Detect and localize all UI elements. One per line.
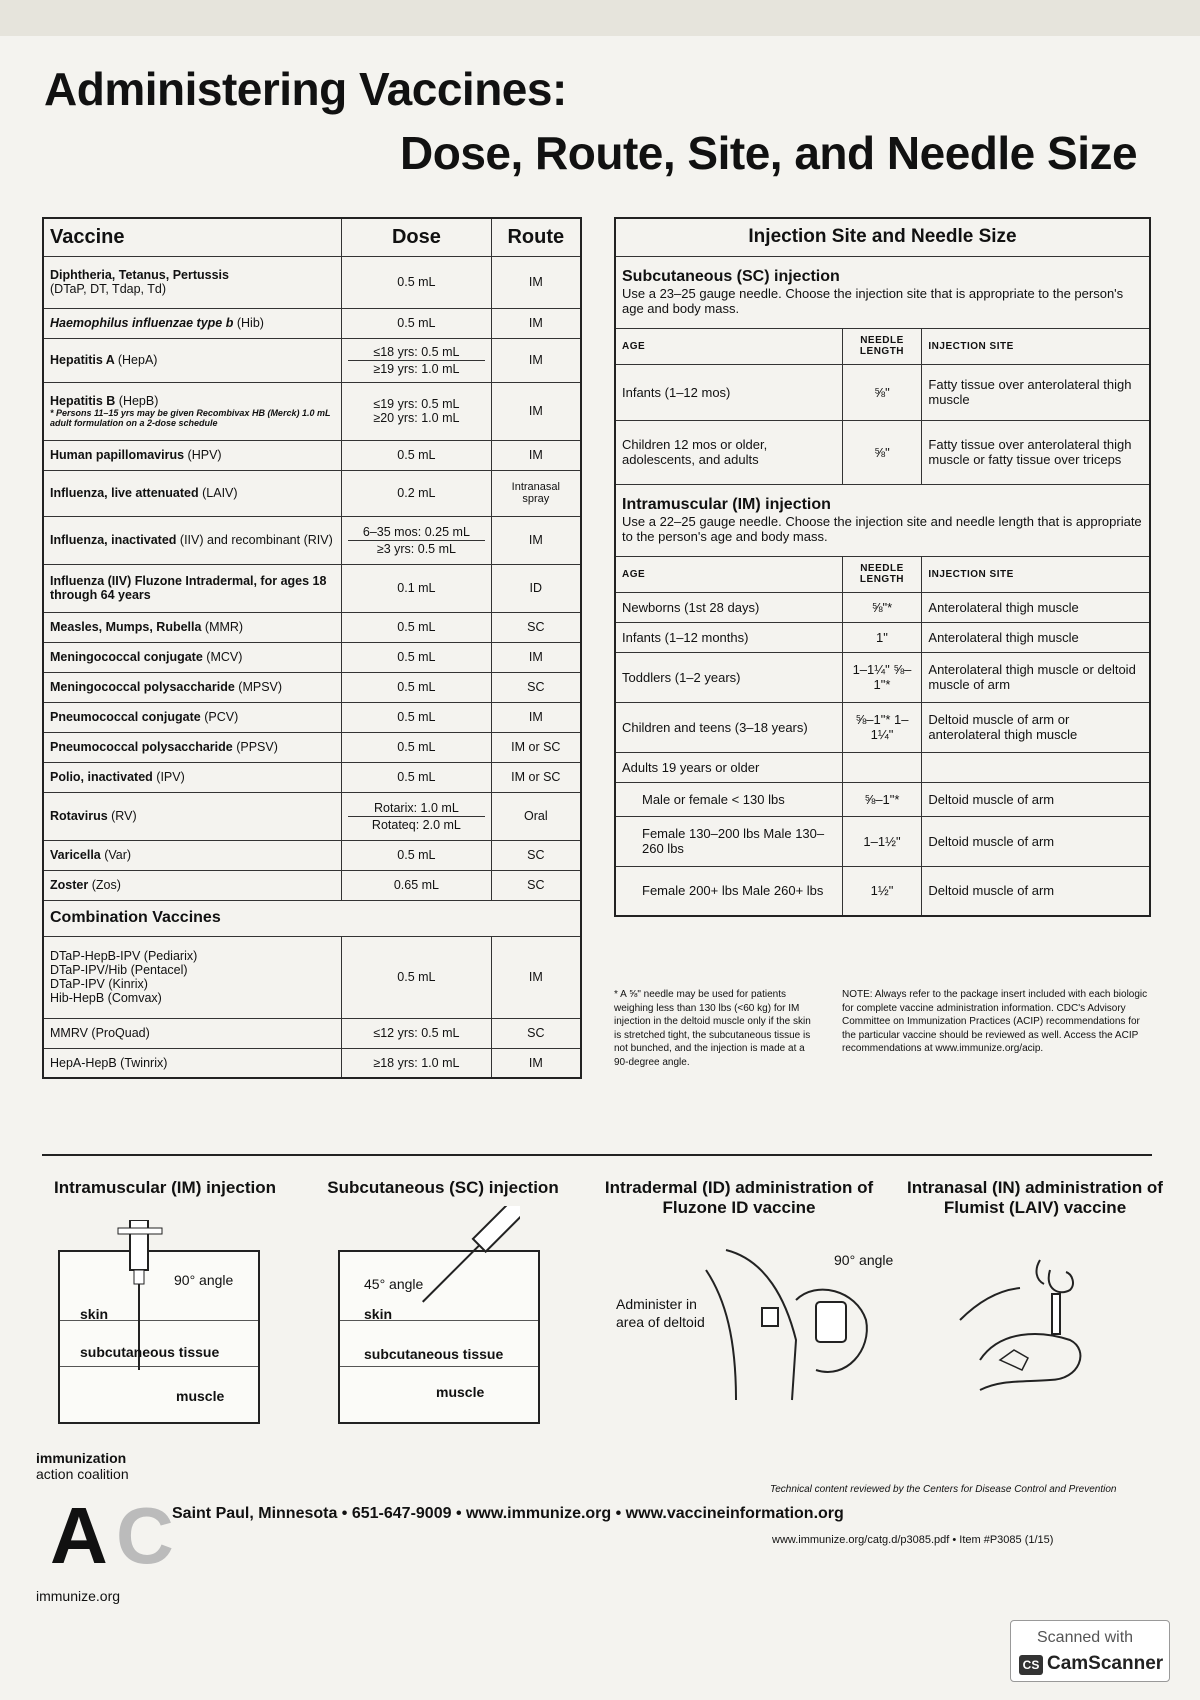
vaccine-abbr: (DTaP, DT, Tdap, Td): [50, 282, 167, 296]
dose-cell: 0.5 mL: [342, 256, 491, 308]
vaccine-abbr: (Zos): [91, 878, 121, 892]
route-cell: SC: [491, 1018, 581, 1048]
vaccine-header: Vaccine: [43, 218, 342, 256]
dose-cell: 0.5 mL: [342, 762, 491, 792]
dose-line: ≥3 yrs: 0.5 mL: [348, 540, 484, 556]
table-row: [615, 702, 1150, 752]
table-row: [43, 256, 581, 308]
vaccine-table: [42, 217, 582, 1079]
route-cell: IM: [491, 440, 581, 470]
sc-section: [615, 256, 1150, 328]
table-row: [43, 702, 581, 732]
vaccine-abbr: (PCV): [204, 710, 239, 724]
combo-vaccine-name: DTaP-IPV/Hib (Pentacel): [50, 963, 188, 977]
injection-site-cell: Deltoid muscle of arm: [922, 866, 1150, 916]
dose-cell: 0.5 mL: [342, 840, 491, 870]
dose-cell: ≥18 yrs: 1.0 mL: [342, 1048, 491, 1078]
route-cell: ID: [491, 564, 581, 612]
injection-site-cell: Deltoid muscle of arm: [922, 782, 1150, 816]
route-cell: IM: [491, 936, 581, 1018]
injection-site-cell: Deltoid muscle of arm or anterolateral thigh muscle: [922, 702, 1150, 752]
vaccine-abbr: (MMR): [204, 620, 244, 634]
table-row: [43, 792, 581, 840]
needle-length-cell: 1–1½": [842, 816, 922, 866]
id-illustration-title: Intradermal (ID) administration of Fluzone ID vaccine: [604, 1178, 874, 1217]
needle-footnote: * A ⅝" needle may be used for patients weighing less than 130 lbs (<60 kg) for IM injection in the deltoid muscle only if the skin is stretched tight, the subcutaneous tissue is not bunched, and the injection is made at a 90-degree angle.: [614, 989, 811, 1068]
angle-label: 90° angle: [174, 1272, 234, 1288]
dose-line: ≤18 yrs: 0.5 mL: [373, 344, 460, 359]
route-cell: IM: [491, 516, 581, 564]
dose-cell: 0.5 mL: [342, 642, 491, 672]
im-section: [615, 484, 1150, 556]
age-cell: Infants (1–12 months): [615, 622, 842, 652]
table-row: [43, 338, 581, 382]
vaccine-abbr: (MPSV): [238, 680, 283, 694]
acip-note: NOTE: Always refer to the package insert included with each biologic for complete vaccine administration information. CDC's Advisory Committee on Immunization Practices (ACIP) recommendations for the particular vaccine should be reviewed as well. Access the ACIP recommendations at www.immunize.org/acip.: [842, 989, 1148, 1054]
combo-vaccine-name: MMRV (ProQuad): [43, 1018, 342, 1048]
in-illustration-title: Intranasal (IN) administration of Flumist (LAIV) vaccine: [907, 1178, 1163, 1217]
table-row: [615, 782, 1150, 816]
route-cell: Intranasal spray: [491, 470, 581, 516]
table-row: [615, 592, 1150, 622]
muscle-line: [340, 1366, 538, 1367]
adults-label: Adults 19 years or older: [615, 752, 842, 782]
needle-length-header: NEEDLE LENGTH: [842, 556, 922, 592]
table-row: [43, 642, 581, 672]
table-row: [615, 652, 1150, 702]
dose-cell: 0.5 mL: [342, 702, 491, 732]
vaccine-abbr: (PPSV): [236, 740, 278, 754]
route-cell: SC: [491, 612, 581, 642]
table-row: [615, 816, 1150, 866]
vaccine-name: Pneumococcal conjugate: [50, 710, 201, 724]
age-header: AGE: [615, 556, 842, 592]
angle-label: 45° angle: [364, 1276, 424, 1292]
combination-vaccines-heading: Combination Vaccines: [43, 900, 581, 936]
dose-line: ≤19 yrs: 0.5 mL: [373, 397, 460, 411]
vaccine-abbr: (HPV): [187, 448, 222, 462]
route-cell: IM or SC: [491, 732, 581, 762]
injection-site-header: INJECTION SITE: [922, 556, 1150, 592]
table-row: [43, 1018, 581, 1048]
im-description: Use a 22–25 gauge needle. Choose the injection site and needle length that is appropriate to the person's age and body mass.: [622, 514, 1142, 544]
sc-diagram: [338, 1250, 540, 1424]
vaccine-name: Polio, inactivated: [50, 770, 153, 784]
table-row: [615, 364, 1150, 420]
scanned-with-label: Scanned with: [1037, 1629, 1134, 1646]
injection-site-cell: Anterolateral thigh muscle or deltoid muscle of arm: [922, 652, 1150, 702]
vaccine-name: Meningococcal conjugate: [50, 650, 203, 664]
table-row: [43, 840, 581, 870]
table-row: [43, 672, 581, 702]
vaccine-name: Hepatitis A: [50, 353, 115, 367]
needle-length-cell: ⅝": [842, 420, 922, 484]
needle-length-cell: 1": [842, 622, 922, 652]
vaccine-abbr: (Hib): [236, 316, 264, 330]
dose-header: Dose: [342, 218, 491, 256]
needle-length-cell: ⅝–1"*: [842, 782, 922, 816]
table-row: [43, 612, 581, 642]
dose-cell: 0.5 mL: [342, 936, 491, 1018]
im-title: Intramuscular (IM) injection: [622, 496, 831, 513]
scan-top-band: [0, 0, 1200, 36]
camscanner-icon: CS: [1019, 1655, 1043, 1675]
vaccine-name: Pneumococcal polysaccharide: [50, 740, 233, 754]
age-header: AGE: [615, 328, 842, 364]
muscle-label: muscle: [436, 1384, 485, 1400]
skin-label: skin: [80, 1306, 109, 1322]
sc-illustration-title: Subcutaneous (SC) injection: [327, 1178, 559, 1197]
skin-label: skin: [364, 1306, 393, 1322]
page-title-line2: Dose, Route, Site, and Needle Size: [400, 127, 1138, 179]
nasal-spray-icon: [940, 1250, 1140, 1410]
age-cell: Newborns (1st 28 days): [615, 592, 842, 622]
dose-cell: 0.5 mL: [342, 440, 491, 470]
combo-vaccine-name: DTaP-HepB-IPV (Pediarix): [50, 949, 198, 963]
im-diagram: [58, 1250, 260, 1424]
page-title-line1: Administering Vaccines:: [44, 63, 567, 115]
route-cell: SC: [491, 672, 581, 702]
sc-description: Use a 23–25 gauge needle. Choose the injection site that is appropriate to the person's age and body mass.: [622, 286, 1124, 316]
dose-line: Rotateq: 2.0 mL: [348, 816, 484, 832]
vaccine-name: Haemophilus influenzae type b: [50, 316, 234, 330]
dose-cell: ≤12 yrs: 0.5 mL: [342, 1018, 491, 1048]
injection-table-title: Injection Site and Needle Size: [615, 218, 1150, 256]
dose-cell: 0.5 mL: [342, 612, 491, 642]
needle-length-cell: ⅝–1"* 1–1¼": [842, 702, 922, 752]
injection-site-table: [614, 217, 1151, 917]
dose-line: ≥19 yrs: 1.0 mL: [348, 360, 484, 376]
route-cell: IM: [491, 382, 581, 440]
dose-cell: 0.5 mL: [342, 672, 491, 702]
im-illustration-title: Intramuscular (IM) injection: [54, 1178, 276, 1197]
needle-length-cell: 1½": [842, 866, 922, 916]
vaccine-name: Diphtheria, Tetanus, Pertussis: [50, 268, 229, 282]
vaccine-name: Hepatitis B: [50, 394, 116, 408]
org-name-line2: action coalition: [36, 1466, 129, 1482]
vaccine-name: Influenza, inactivated: [50, 533, 177, 547]
administer-label: Administer in area of deltoid: [616, 1296, 705, 1330]
table-row: [615, 420, 1150, 484]
route-header: Route: [491, 218, 581, 256]
injection-site-cell: Fatty tissue over anterolateral thigh muscle or fatty tissue over triceps: [922, 420, 1150, 484]
dose-line: 6–35 mos: 0.25 mL: [362, 524, 470, 539]
muscle-label: muscle: [176, 1388, 225, 1404]
vaccine-abbr: (HepB): [118, 394, 159, 408]
vaccine-name: Rotavirus: [50, 809, 108, 823]
age-cell: Toddlers (1–2 years): [615, 652, 842, 702]
dose-cell: 0.5 mL: [342, 308, 491, 338]
vaccine-name: Influenza (IIV) Fluzone Intradermal, for ages 18 through 64 years: [43, 564, 342, 612]
table-row: [43, 440, 581, 470]
table-row: [43, 936, 581, 1018]
vaccine-name: Influenza, live attenuated: [50, 486, 199, 500]
technical-review-note: Technical content reviewed by the Centers for Disease Control and Prevention: [770, 1484, 1117, 1495]
needle-length-cell: 1–1¼" ⅝–1"*: [842, 652, 922, 702]
age-cell: Female 200+ lbs Male 260+ lbs: [615, 866, 842, 916]
section-divider: [42, 1154, 1152, 1156]
contact-info: Saint Paul, Minnesota • 651-647-9009 • www.immunize.org • www.vaccineinformation.org: [172, 1505, 844, 1522]
camscanner-watermark: [1010, 1620, 1170, 1682]
injection-site-cell: Deltoid muscle of arm: [922, 816, 1150, 866]
table-row: [43, 732, 581, 762]
route-cell: Oral: [491, 792, 581, 840]
route-cell: IM: [491, 338, 581, 382]
dose-line: ≥20 yrs: 1.0 mL: [373, 411, 460, 425]
dose-cell: 0.5 mL: [342, 732, 491, 762]
vaccine-name: Varicella: [50, 848, 101, 862]
route-cell: IM: [491, 256, 581, 308]
logo-letter-a: A: [50, 1491, 108, 1580]
age-cell: Male or female < 130 lbs: [615, 782, 842, 816]
needle-length-header: NEEDLE LENGTH: [842, 328, 922, 364]
table-row: [43, 516, 581, 564]
table-row: [43, 762, 581, 792]
subcutaneous-label: subcutaneous tissue: [364, 1346, 504, 1362]
table-row: [43, 382, 581, 440]
angle-label: 90° angle: [834, 1252, 894, 1268]
vaccine-name: Measles, Mumps, Rubella: [50, 620, 202, 634]
needle-length-cell: ⅝"*: [842, 592, 922, 622]
vaccine-name: Human papillomavirus: [50, 448, 185, 462]
needle-length-cell: ⅝": [842, 364, 922, 420]
vaccine-abbr: (IIV) and recombinant (RIV): [179, 533, 333, 547]
combo-vaccine-name: HepA-HepB (Twinrix): [43, 1048, 342, 1078]
injection-site-cell: Anterolateral thigh muscle: [922, 592, 1150, 622]
injection-site-cell: Fatty tissue over anterolateral thigh muscle: [922, 364, 1150, 420]
route-cell: IM: [491, 642, 581, 672]
vaccine-name: Zoster: [50, 878, 89, 892]
combo-vaccine-name: DTaP-IPV (Kinrix): [50, 977, 148, 991]
table-row: [43, 870, 581, 900]
combo-vaccine-name: Hib-HepB (Comvax): [50, 991, 162, 1005]
table-row: [43, 308, 581, 338]
route-cell: IM: [491, 702, 581, 732]
table-row: [43, 1048, 581, 1078]
injection-site-header: INJECTION SITE: [922, 328, 1150, 364]
logo-url: immunize.org: [36, 1588, 121, 1604]
dose-line: Rotarix: 1.0 mL: [374, 800, 459, 815]
age-cell: Infants (1–12 mos): [615, 364, 842, 420]
vaccine-abbr: (Var): [104, 848, 132, 862]
vaccine-abbr: (LAIV): [202, 486, 238, 500]
iac-logo: [36, 1450, 174, 1604]
route-cell: IM or SC: [491, 762, 581, 792]
org-name-line1: immunization: [36, 1450, 127, 1466]
table-row: [615, 622, 1150, 652]
injection-site-cell: Anterolateral thigh muscle: [922, 622, 1150, 652]
vaccine-name: Meningococcal polysaccharide: [50, 680, 235, 694]
route-cell: SC: [491, 840, 581, 870]
route-cell: SC: [491, 870, 581, 900]
age-cell: Female 130–200 lbs Male 130–260 lbs: [615, 816, 842, 866]
age-cell: Children 12 mos or older, adolescents, and adults: [615, 420, 842, 484]
camscanner-label: CamScanner: [1047, 1653, 1164, 1674]
table-row: [615, 866, 1150, 916]
vaccine-abbr: (MCV): [206, 650, 243, 664]
vaccine-note: * Persons 11–15 yrs may be given Recombivax HB (Merck) 1.0 mL adult formulation on a 2-dose schedule: [50, 408, 331, 428]
logo-letter-c: C: [116, 1491, 174, 1580]
vaccine-abbr: (RV): [111, 809, 137, 823]
table-row: [43, 564, 581, 612]
dose-cell: 0.65 mL: [342, 870, 491, 900]
dose-cell: 0.1 mL: [342, 564, 491, 612]
route-cell: IM: [491, 308, 581, 338]
age-cell: Children and teens (3–18 years): [615, 702, 842, 752]
sc-title: Subcutaneous (SC) injection: [622, 268, 840, 285]
vaccine-abbr: (IPV): [156, 770, 185, 784]
subcutaneous-label: subcutaneous tissue: [80, 1344, 220, 1360]
route-cell: IM: [491, 1048, 581, 1078]
vaccine-abbr: (HepA): [117, 353, 158, 367]
dose-cell: 0.2 mL: [342, 470, 491, 516]
item-reference: www.immunize.org/catg.d/p3085.pdf • Item #P3085 (1/15): [772, 1534, 1054, 1546]
table-row: [43, 470, 581, 516]
